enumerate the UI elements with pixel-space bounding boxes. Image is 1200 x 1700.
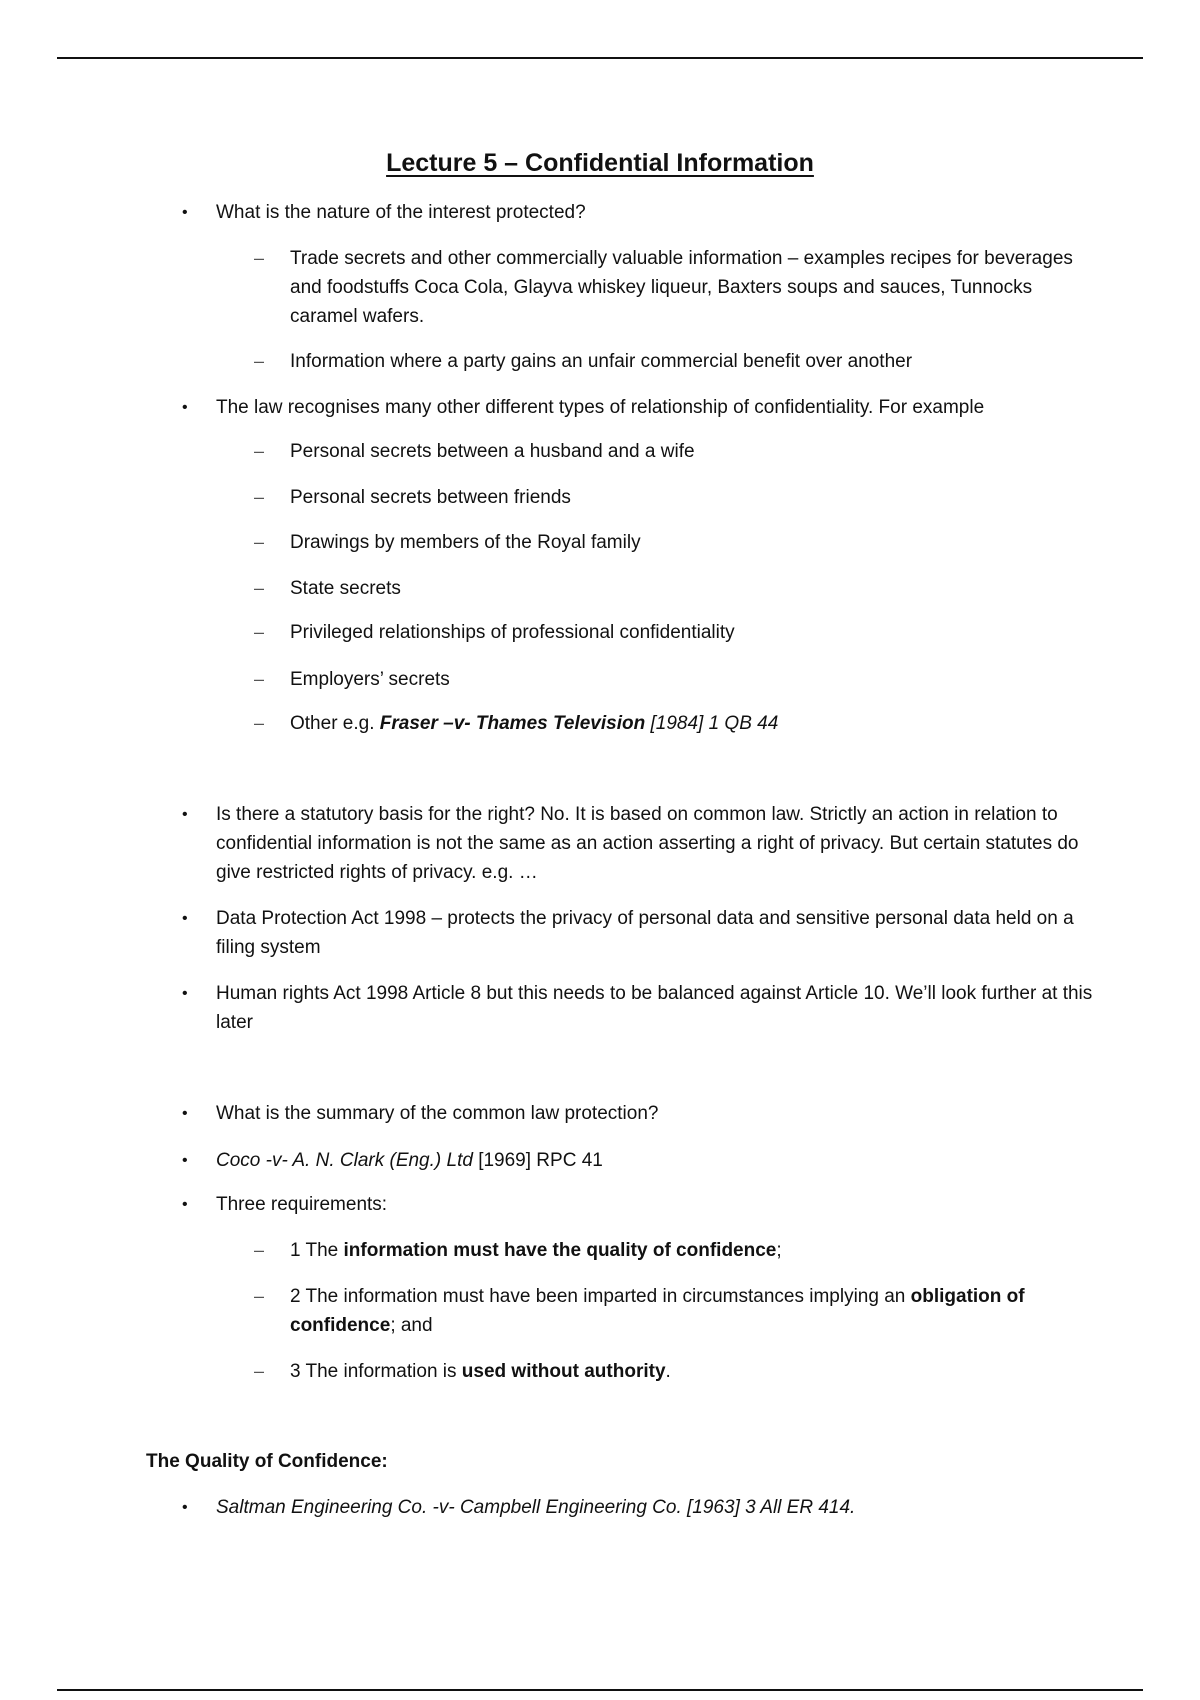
bullet-icon: •: [182, 1196, 188, 1213]
statutory-basis: Is there a statutory basis for the right? No. It is based on common law. Strictly an action in relation to confidential information is not the same as an action asserting a right of privacy. But certain statutes do give restricted rights of privacy. e.g. …: [216, 804, 1079, 883]
dash-icon: –: [254, 351, 265, 371]
bullet-icon: •: [182, 910, 188, 927]
list-item: Employers’ secrets: [290, 669, 450, 690]
dash-icon: –: [254, 248, 265, 268]
header-rule: [57, 57, 1143, 59]
list-item: Personal secrets between a husband and a wife: [290, 441, 695, 462]
dash-icon: –: [254, 578, 265, 598]
requirement-3: 3 The information is used without authority.: [290, 1361, 671, 1382]
bullet-icon: •: [182, 204, 188, 221]
bullet-icon: •: [182, 806, 188, 823]
case-name: Coco -v- A. N. Clark (Eng.) Ltd: [216, 1150, 473, 1171]
list-item: Drawings by members of the Royal family: [290, 532, 641, 553]
dash-icon: –: [254, 487, 265, 507]
list-item: Personal secrets between friends: [290, 487, 571, 508]
section-heading: The Quality of Confidence:: [146, 1451, 388, 1472]
requirement-1: 1 The information must have the quality of confidence;: [290, 1240, 782, 1261]
dash-icon: –: [254, 622, 265, 642]
saltman-case: Saltman Engineering Co. -v- Campbell Engineering Co. [1963] 3 All ER 414.: [216, 1497, 856, 1518]
bullet-icon: •: [182, 1105, 188, 1122]
bullet-icon: •: [182, 1499, 188, 1516]
coco-case: [216, 1146, 1096, 1175]
case-name: Fraser –v- Thames Television: [379, 713, 646, 734]
bullet-icon: •: [182, 1152, 188, 1169]
relationship-types: The law recognises many other different types of relationship of confidentiality. For example: [216, 397, 985, 418]
three-requirements: Three requirements:: [216, 1194, 388, 1215]
dash-icon: –: [254, 1361, 265, 1381]
summary-question: What is the summary of the common law protection?: [216, 1103, 659, 1124]
list-item: Privileged relationships of professional confidentiality: [290, 622, 735, 643]
bullet-icon: •: [182, 985, 188, 1002]
dash-icon: –: [254, 669, 265, 689]
requirement-2: 2 The information must have been imparted in circumstances implying an obligation of confidence; and: [290, 1286, 1025, 1336]
unfair-benefit-item: Information where a party gains an unfair commercial benefit over another: [290, 351, 913, 372]
footer-rule: [57, 1689, 1143, 1691]
dash-icon: –: [254, 441, 265, 461]
dash-icon: –: [254, 532, 265, 552]
list-item-other: Other e.g. Fraser –v- Thames Television [1984] 1 QB 44: [290, 713, 779, 734]
dash-icon: –: [254, 1286, 265, 1306]
data-protection-act: Data Protection Act 1998 – protects the privacy of personal data and sensitive personal data held on a filing system: [216, 908, 1074, 958]
page-title: Lecture 5 – Confidential Information: [386, 149, 814, 177]
bullet-icon: •: [182, 399, 188, 416]
case-citation: [1969] RPC 41: [472, 1150, 603, 1171]
dash-icon: –: [254, 713, 265, 733]
question-interest: What is the nature of the interest protected?: [216, 202, 586, 223]
case-citation: [1984] 1 QB 44: [645, 713, 779, 734]
list-item: State secrets: [290, 578, 401, 599]
human-rights-act: Human rights Act 1998 Article 8 but this needs to be balanced against Article 10. We’ll look further at this later: [216, 983, 1093, 1033]
dash-icon: –: [254, 1240, 265, 1260]
trade-secrets-item: Trade secrets and other commercially valuable information – examples recipes for beverages and foodstuffs Coca Cola, Glayva whiskey liqueur, Baxters soups and sauces, Tunnocks caramel wafers.: [290, 248, 1073, 327]
